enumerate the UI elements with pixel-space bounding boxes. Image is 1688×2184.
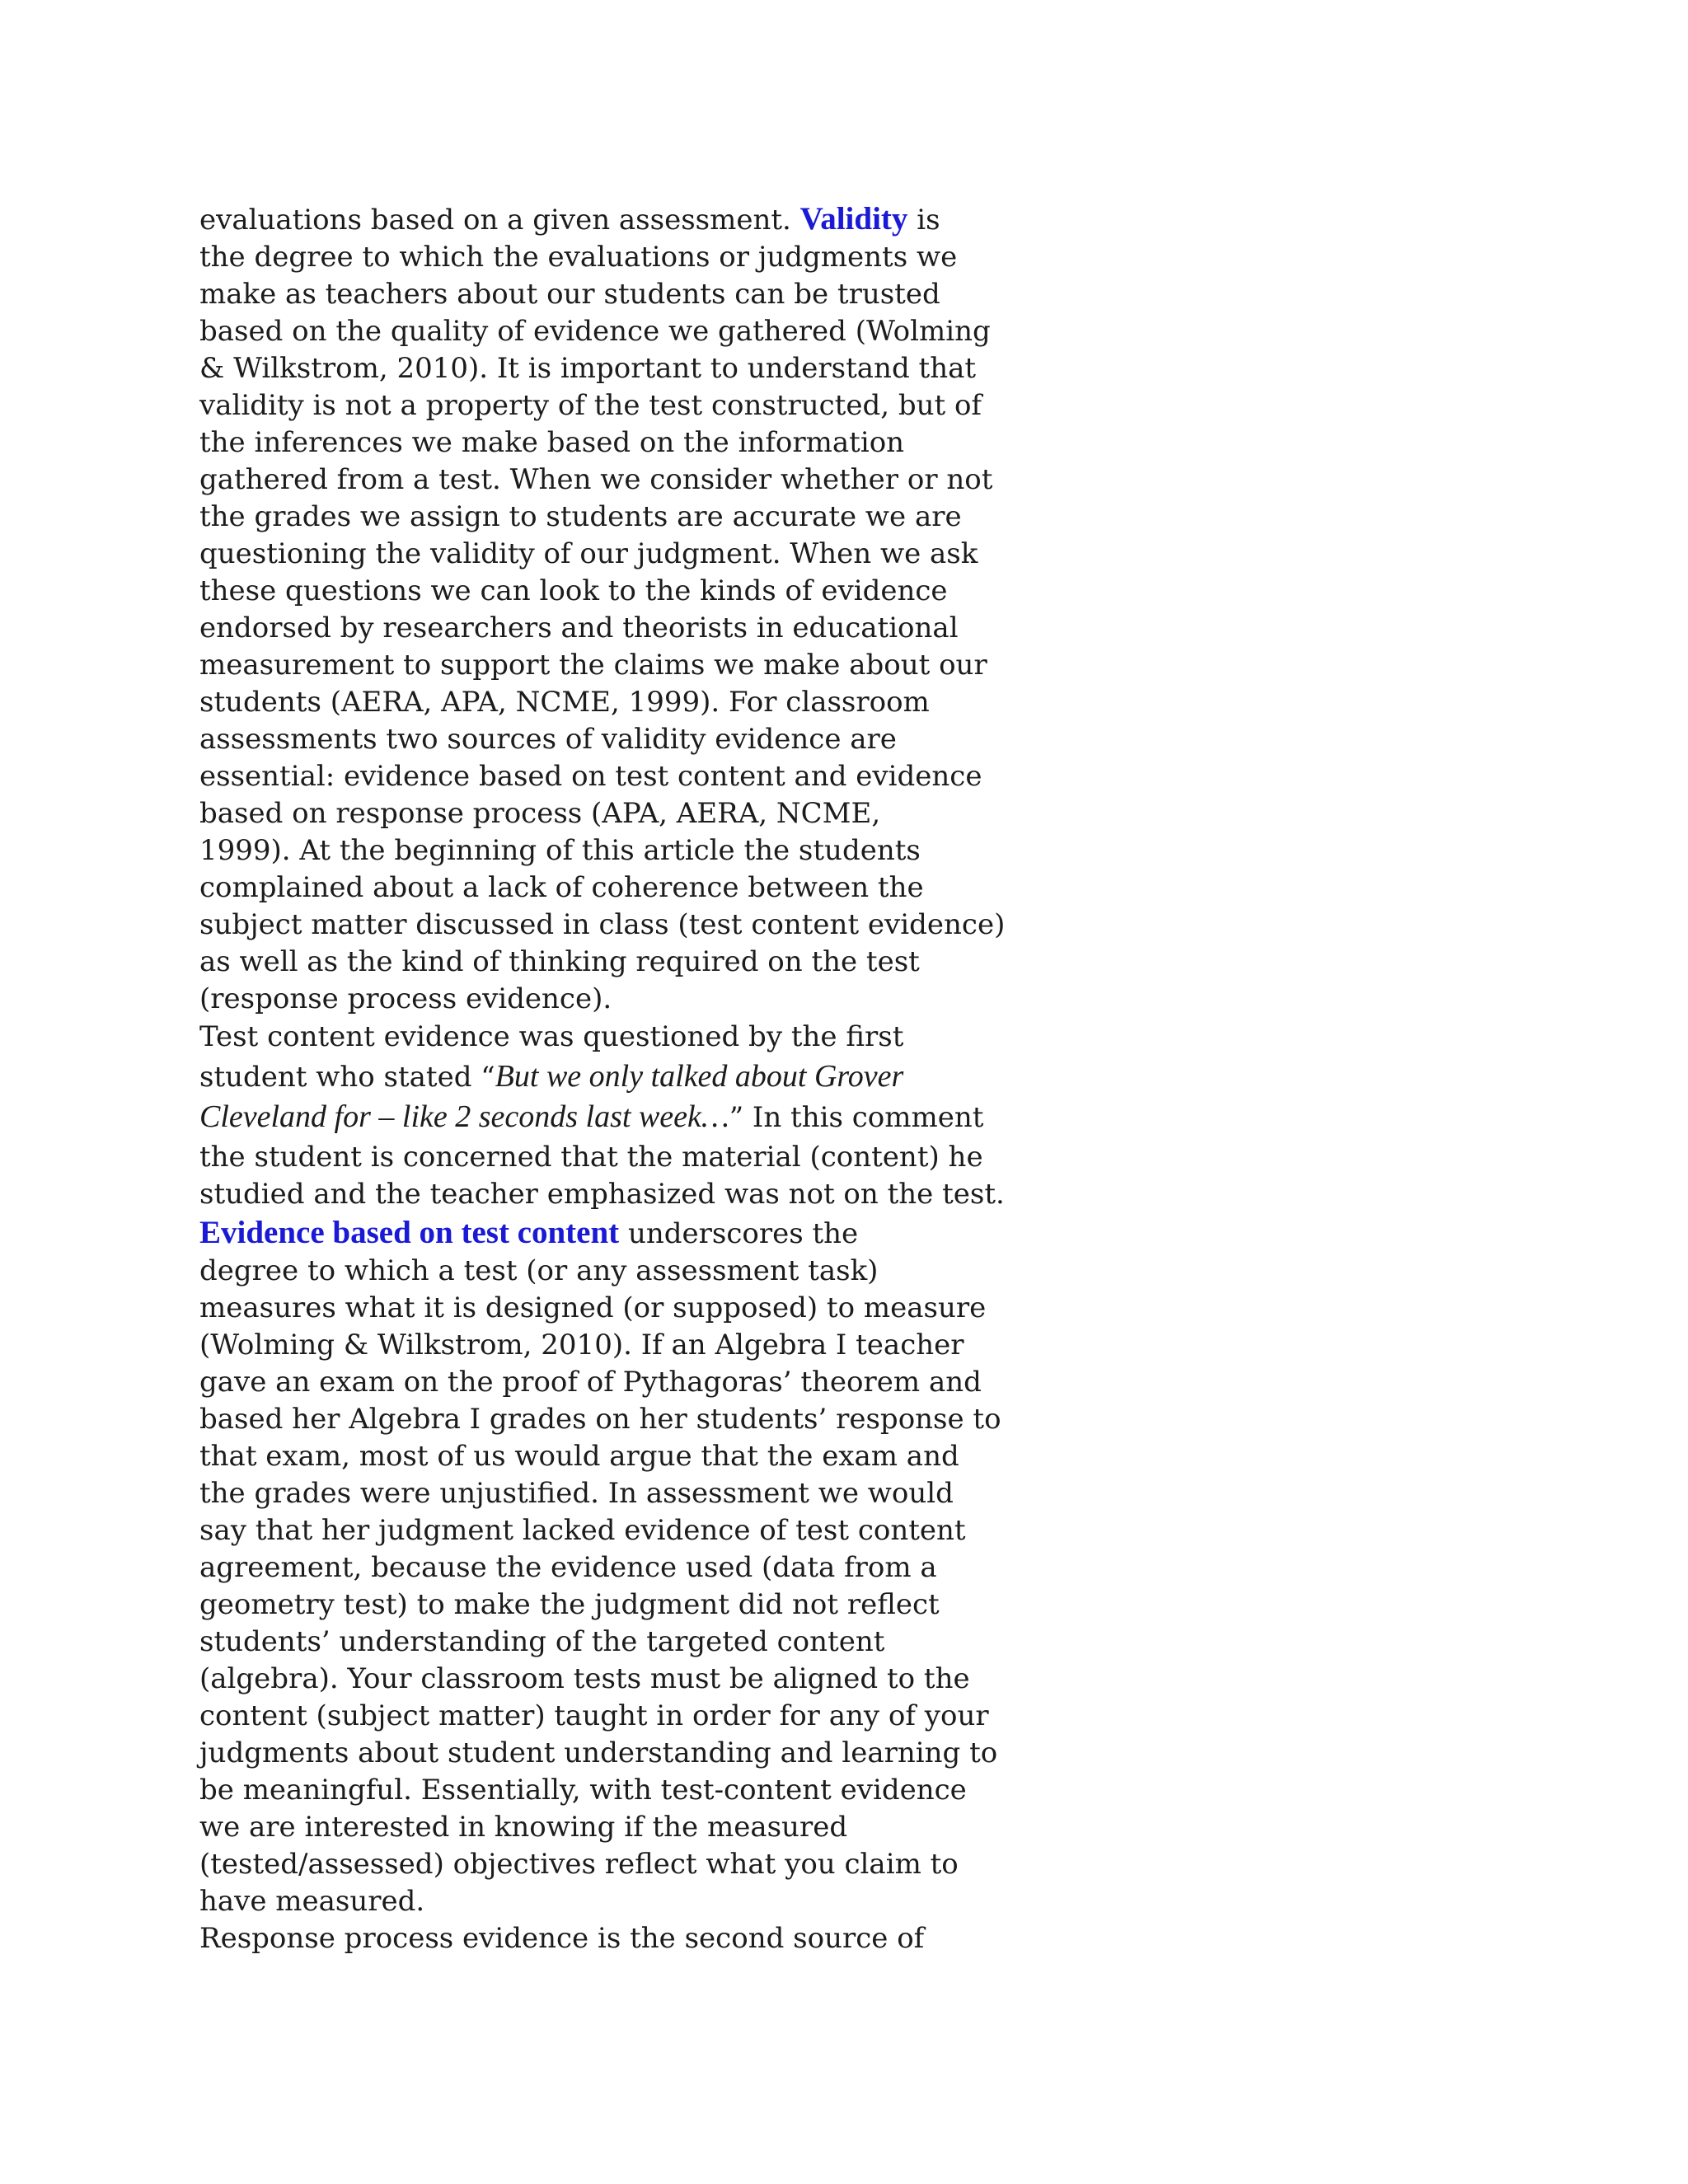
text-line: the student is concerned that the material (content) he	[199, 1141, 983, 1174]
student-quote: But we only talked about Grover	[495, 1059, 904, 1094]
text-line: content (subject matter) taught in order for any of your	[199, 1699, 989, 1732]
text-line: based her Algebra I grades on her students’ response to	[199, 1403, 1001, 1436]
text-line: assessments two sources of validity evidence are	[199, 723, 897, 756]
paragraph-start-line: Response process evidence is the second source of	[199, 1922, 925, 1955]
text-line: students (AERA, APA, NCME, 1999). For classroom	[199, 686, 930, 719]
text-line: student who stated “But we only talked about Grover	[199, 1059, 904, 1094]
text-line: essential: evidence based on test content and evidence	[199, 760, 982, 793]
text-line: (algebra). Your classroom tests must be aligned to the	[199, 1662, 970, 1695]
text-line: these questions we can look to the kinds of evidence	[199, 574, 948, 607]
text-line: the grades we assign to students are accurate we are	[199, 500, 962, 533]
text-line: the degree to which the evaluations or judgments we	[199, 241, 958, 274]
text-line: agreement, because the evidence used (data from a	[199, 1551, 937, 1584]
text-line: as well as the kind of thinking required on the test	[199, 945, 920, 978]
text-line: subject matter discussed in class (test content evidence)	[199, 908, 1006, 941]
text-line: Cleveland for – like 2 seconds last week…” In this comment	[199, 1099, 984, 1134]
text-line: gathered from a test. When we consider whether or not	[199, 463, 993, 496]
text-line: based on the quality of evidence we gathered (Wolming	[199, 315, 991, 348]
text-line: endorsed by researchers and theorists in educational	[199, 612, 959, 644]
text-line: say that her judgment lacked evidence of test content	[199, 1514, 966, 1547]
text-line: measures what it is designed (or supposed) to measure	[199, 1291, 987, 1324]
text-line: have measured.	[199, 1885, 425, 1918]
paragraph-start-line: Test content evidence was questioned by the first	[199, 1020, 904, 1053]
text-line: studied and the teacher emphasized was not on the test.	[199, 1178, 1005, 1211]
text-line: geometry test) to make the judgment did not reflect	[199, 1588, 940, 1621]
text-line: judgments about student understanding and learning to	[199, 1736, 998, 1769]
text-line: we are interested in knowing if the measured	[199, 1811, 848, 1844]
text-line: make as teachers about our students can be trusted	[199, 278, 940, 311]
text-line: students’ understanding of the targeted content	[199, 1625, 885, 1658]
text-line: that exam, most of us would argue that the exam and	[199, 1440, 959, 1473]
text-line: measurement to support the claims we make about our	[199, 649, 987, 682]
key-term-test-content: Evidence based on test content	[199, 1215, 620, 1250]
text-line: (Wolming & Wilkstrom, 2010). If an Algebra I teacher	[199, 1329, 964, 1361]
text-line: (tested/assessed) objectives reflect what you claim to	[199, 1848, 959, 1881]
text-line: the grades were unjustified. In assessment we would	[199, 1477, 954, 1510]
text-line: evaluations based on a given assessment. Validity is	[199, 201, 940, 237]
student-quote: Cleveland for – like 2 seconds last week…	[199, 1099, 729, 1134]
key-term-validity: Validity	[799, 201, 908, 237]
text-line: (response process evidence).	[199, 982, 612, 1015]
text-line: degree to which a test (or any assessment task)	[199, 1254, 879, 1287]
text-line: questioning the validity of our judgment. When we ask	[199, 537, 978, 570]
text-line: based on response process (APA, AERA, NCME,	[199, 797, 881, 830]
text-line: 1999). At the beginning of this article the students	[199, 834, 921, 867]
text-line: the inferences we make based on the information	[199, 426, 905, 459]
text-line: gave an exam on the proof of Pythagoras’ theorem and	[199, 1366, 982, 1399]
text-line: Evidence based on test content underscores the	[199, 1215, 859, 1250]
text-line: & Wilkstrom, 2010). It is important to understand that	[199, 352, 977, 385]
text-line: complained about a lack of coherence between the	[199, 871, 924, 904]
text-line: be meaningful. Essentially, with test-content evidence	[199, 1774, 967, 1807]
text-line: validity is not a property of the test constructed, but of	[199, 389, 982, 422]
